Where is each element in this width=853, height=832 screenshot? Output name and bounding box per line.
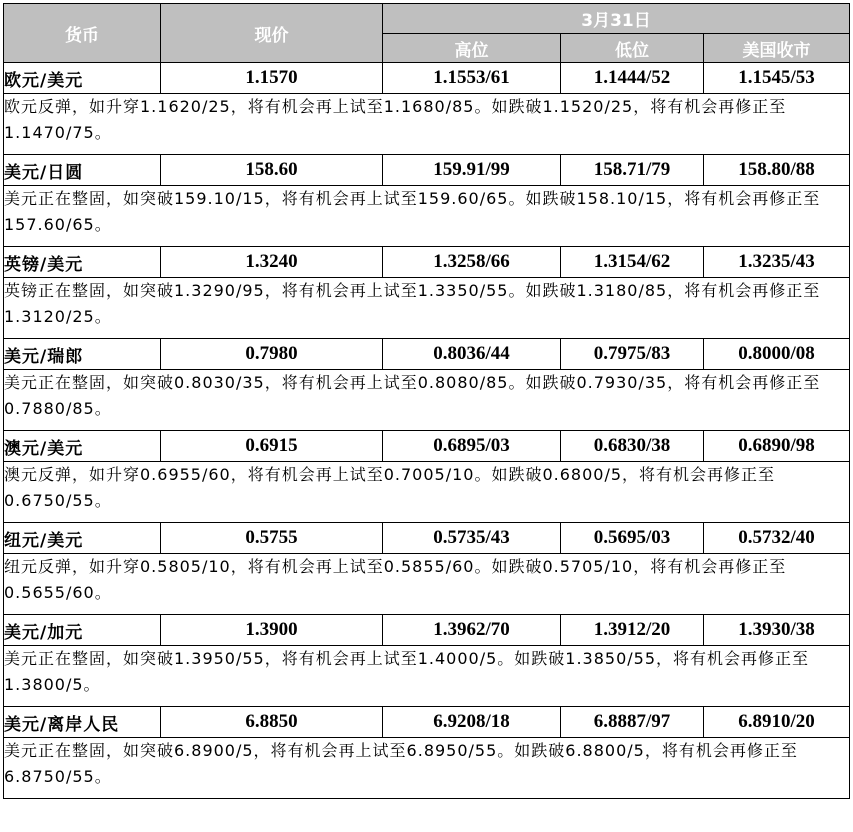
price-row	[4, 707, 850, 738]
table-body	[4, 63, 850, 799]
comment-row	[4, 554, 850, 615]
comment-row	[4, 738, 850, 799]
price-row	[4, 63, 850, 94]
comment-row	[4, 278, 850, 339]
low-value: 1.3912/20	[561, 615, 704, 646]
high-value: 0.5735/43	[383, 523, 561, 554]
header-close: 美国收市	[704, 34, 850, 63]
low-value: 1.3154/62	[561, 247, 704, 278]
comment-row	[4, 462, 850, 523]
current-price: 1.3240	[161, 247, 383, 278]
close-value: 1.1545/53	[704, 63, 850, 94]
comment-row	[4, 94, 850, 155]
current-price: 1.3900	[161, 615, 383, 646]
close-value: 0.5732/40	[704, 523, 850, 554]
fx-rates-table	[3, 3, 850, 799]
high-value: 0.8036/44	[383, 339, 561, 370]
low-value: 6.8887/97	[561, 707, 704, 738]
currency-pair: 英镑/美元	[4, 247, 161, 278]
high-value: 159.91/99	[383, 155, 561, 186]
analysis-text: 美元正在整固，如突破0.8030/35，将有机会再上试至0.8080/85。如跌破0.7930/35，将有机会再修正至0.7880/85。	[4, 370, 850, 431]
price-row	[4, 431, 850, 462]
low-value: 0.7975/83	[561, 339, 704, 370]
low-value: 0.5695/03	[561, 523, 704, 554]
close-value: 0.6890/98	[704, 431, 850, 462]
header-date: 3月31日	[383, 4, 850, 34]
price-row	[4, 523, 850, 554]
analysis-text: 美元正在整固，如突破159.10/15，将有机会再上试至159.60/65。如跌破158.10/15，将有机会再修正至157.60/65。	[4, 186, 850, 247]
price-row	[4, 615, 850, 646]
header-price: 现价	[161, 4, 383, 63]
low-value: 1.1444/52	[561, 63, 704, 94]
current-price: 6.8850	[161, 707, 383, 738]
close-value: 158.80/88	[704, 155, 850, 186]
analysis-text: 澳元反弹，如升穿0.6955/60，将有机会再上试至0.7005/10。如跌破0.6800/5，将有机会再修正至0.6750/55。	[4, 462, 850, 523]
current-price: 0.6915	[161, 431, 383, 462]
analysis-text: 美元正在整固，如突破6.8900/5，将有机会再上试至6.8950/55。如跌破6.8800/5，将有机会再修正至6.8750/55。	[4, 738, 850, 799]
comment-row	[4, 370, 850, 431]
currency-pair: 美元/日圆	[4, 155, 161, 186]
header-currency: 货币	[4, 4, 161, 63]
current-price: 0.7980	[161, 339, 383, 370]
high-value: 1.1553/61	[383, 63, 561, 94]
high-value: 6.9208/18	[383, 707, 561, 738]
price-row	[4, 247, 850, 278]
close-value: 6.8910/20	[704, 707, 850, 738]
close-value: 1.3930/38	[704, 615, 850, 646]
currency-pair: 美元/离岸人民	[4, 707, 161, 738]
analysis-text: 美元正在整固，如突破1.3950/55，将有机会再上试至1.4000/5。如跌破1.3850/55，将有机会再修正至1.3800/5。	[4, 646, 850, 707]
comment-row	[4, 186, 850, 247]
current-price: 158.60	[161, 155, 383, 186]
low-value: 158.71/79	[561, 155, 704, 186]
analysis-text: 欧元反弹，如升穿1.1620/25，将有机会再上试至1.1680/85。如跌破1.1520/25，将有机会再修正至1.1470/75。	[4, 94, 850, 155]
comment-row	[4, 646, 850, 707]
price-row	[4, 339, 850, 370]
current-price: 1.1570	[161, 63, 383, 94]
analysis-text: 纽元反弹，如升穿0.5805/10，将有机会再上试至0.5855/60。如跌破0.5705/10，将有机会再修正至0.5655/60。	[4, 554, 850, 615]
analysis-text: 英镑正在整固，如突破1.3290/95，将有机会再上试至1.3350/55。如跌破1.3180/85，将有机会再修正至1.3120/25。	[4, 278, 850, 339]
currency-pair: 澳元/美元	[4, 431, 161, 462]
currency-pair: 美元/瑞郎	[4, 339, 161, 370]
price-row	[4, 155, 850, 186]
high-value: 0.6895/03	[383, 431, 561, 462]
low-value: 0.6830/38	[561, 431, 704, 462]
header-low: 低位	[561, 34, 704, 63]
header-high: 高位	[383, 34, 561, 63]
current-price: 0.5755	[161, 523, 383, 554]
currency-pair: 美元/加元	[4, 615, 161, 646]
high-value: 1.3962/70	[383, 615, 561, 646]
close-value: 0.8000/08	[704, 339, 850, 370]
close-value: 1.3235/43	[704, 247, 850, 278]
currency-pair: 欧元/美元	[4, 63, 161, 94]
currency-pair: 纽元/美元	[4, 523, 161, 554]
high-value: 1.3258/66	[383, 247, 561, 278]
